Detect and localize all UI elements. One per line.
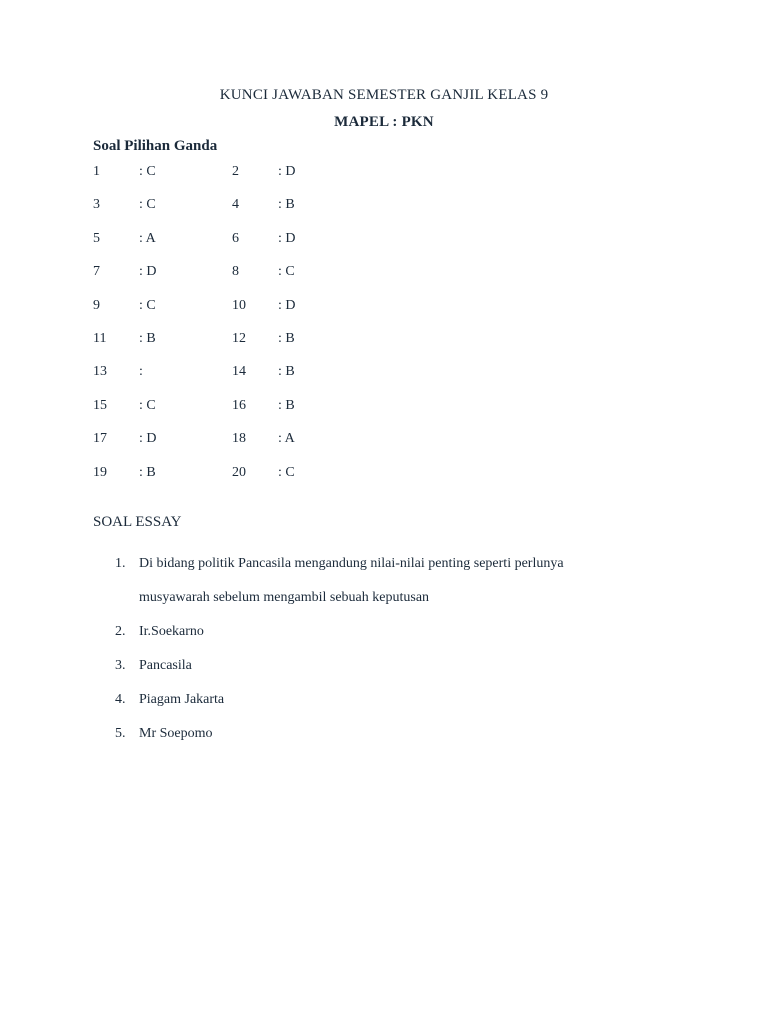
answer-row bbox=[93, 231, 393, 264]
question-number: 8 bbox=[232, 264, 239, 280]
answer-row bbox=[93, 398, 393, 431]
question-number: 19 bbox=[93, 464, 107, 480]
answer-value: : D bbox=[139, 431, 157, 447]
document-title: KUNCI JAWABAN SEMESTER GANJIL KELAS 9 bbox=[219, 87, 549, 103]
essay-number: 2. bbox=[115, 624, 126, 639]
question-number: 5 bbox=[93, 230, 100, 246]
answer-value: : D bbox=[278, 297, 296, 313]
question-number: 7 bbox=[93, 264, 100, 280]
document-subtitle: MAPEL : PKN bbox=[334, 114, 434, 130]
answer-value: : B bbox=[139, 330, 156, 346]
question-number: 17 bbox=[93, 431, 107, 447]
essay-answer-item bbox=[115, 717, 675, 751]
question-number: 3 bbox=[93, 197, 100, 213]
multiple-choice-heading: Soal Pilihan Ganda bbox=[93, 138, 218, 154]
question-number: 11 bbox=[93, 330, 107, 346]
essay-number: 3. bbox=[115, 658, 126, 673]
answer-value: : B bbox=[278, 364, 295, 380]
answer-value: : C bbox=[139, 397, 156, 413]
answer-row bbox=[93, 197, 393, 230]
answer-value: : D bbox=[139, 264, 157, 280]
essay-answer-line: Ir.Soekarno bbox=[139, 624, 204, 639]
question-number: 2 bbox=[232, 164, 239, 179]
question-number: 20 bbox=[232, 464, 246, 480]
answer-row bbox=[93, 164, 393, 197]
question-number: 13 bbox=[93, 364, 107, 380]
essay-answer-list bbox=[115, 547, 675, 751]
answer-value: : C bbox=[278, 264, 295, 280]
answer-value: : C bbox=[139, 197, 156, 213]
essay-answer-line: Di bidang politik Pancasila mengandung nilai-nilai penting seperti perlunya bbox=[139, 556, 564, 571]
question-number: 18 bbox=[232, 431, 246, 447]
answer-value: : A bbox=[278, 431, 295, 447]
answer-value: : A bbox=[139, 230, 156, 246]
question-number: 6 bbox=[232, 230, 239, 246]
answer-value: : B bbox=[278, 197, 295, 213]
answer-value: : B bbox=[139, 464, 156, 480]
essay-number: 5. bbox=[115, 726, 126, 741]
essay-answer-item bbox=[115, 615, 675, 649]
answer-value: : D bbox=[278, 164, 296, 179]
essay-number: 4. bbox=[115, 692, 126, 707]
answer-row bbox=[93, 264, 393, 297]
question-number: 10 bbox=[232, 297, 246, 313]
essay-heading: SOAL ESSAY bbox=[93, 514, 182, 530]
answer-value: : bbox=[139, 364, 143, 380]
essay-answer-item bbox=[115, 683, 675, 717]
answer-value: : C bbox=[278, 464, 295, 480]
question-number: 16 bbox=[232, 397, 246, 413]
essay-answer-line: Mr Soepomo bbox=[139, 726, 213, 741]
answer-value: : D bbox=[278, 230, 296, 246]
answer-row bbox=[93, 431, 393, 464]
essay-answer-line: Piagam Jakarta bbox=[139, 692, 225, 707]
answer-value: : C bbox=[139, 297, 156, 313]
question-number: 12 bbox=[232, 330, 246, 346]
question-number: 9 bbox=[93, 297, 100, 313]
answer-row bbox=[93, 364, 393, 397]
question-number: 15 bbox=[93, 397, 107, 413]
essay-answer-line: Pancasila bbox=[139, 658, 192, 673]
essay-answer-item bbox=[115, 547, 675, 615]
essay-answer-line: musyawarah sebelum mengambil sebuah keputusan bbox=[139, 590, 430, 605]
answer-row bbox=[93, 298, 393, 331]
question-number: 14 bbox=[232, 364, 246, 380]
question-number: 1 bbox=[93, 164, 100, 179]
essay-number: 1. bbox=[115, 556, 126, 571]
answer-row bbox=[93, 331, 393, 364]
essay-answer-item bbox=[115, 649, 675, 683]
question-number: 4 bbox=[232, 197, 239, 213]
answer-value: : C bbox=[139, 164, 156, 179]
answer-value: : B bbox=[278, 330, 295, 346]
multiple-choice-answer-list bbox=[93, 164, 393, 498]
answer-value: : B bbox=[278, 397, 295, 413]
answer-row bbox=[93, 465, 393, 498]
